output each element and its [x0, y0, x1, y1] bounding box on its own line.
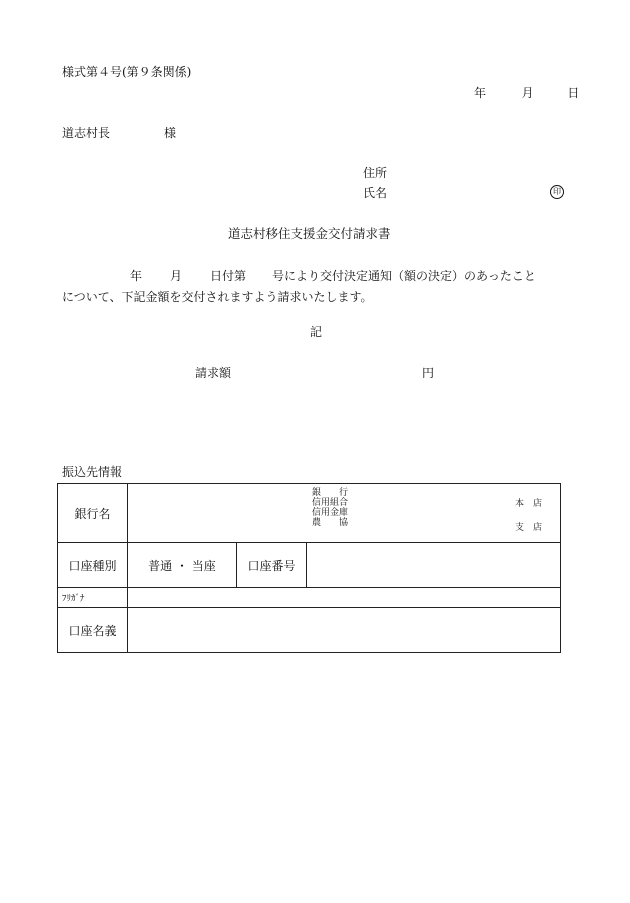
- claim-amount-label: 請求額: [195, 366, 232, 380]
- date-month: 月: [521, 86, 534, 100]
- addressee-honorific: 様: [164, 126, 177, 140]
- furigana-label: ﾌﾘｶﾞﾅ: [58, 588, 128, 608]
- bank-type-ja: 農 協: [312, 518, 349, 528]
- branch-type-list: [515, 492, 542, 540]
- body-line-2: について、下記金額を交付されますよう請求いたします。: [62, 290, 373, 304]
- bank-type-credit-union: 信用組合: [312, 498, 349, 508]
- transfer-section-title: 振込先情報: [62, 465, 123, 479]
- transfer-table: [57, 483, 561, 653]
- document-title: 道志村移住支援金交付請求書: [228, 226, 391, 241]
- bank-type-list: [312, 488, 348, 528]
- bank-type-bank: 銀 行: [312, 488, 349, 498]
- form-number: 様式第４号(第９条関係): [62, 65, 192, 79]
- bank-name-field[interactable]: [128, 484, 561, 543]
- bank-label: 銀行名: [58, 484, 128, 543]
- account-type-options[interactable]: 普通 ・ 当座: [128, 543, 237, 588]
- account-holder-field[interactable]: [128, 608, 561, 653]
- body-line1-rest: 号により交付決定通知（額の決定）のあったこと: [272, 269, 536, 283]
- bank-type-shinkin: 信用金庫: [312, 508, 349, 518]
- account-row: [58, 543, 561, 588]
- account-type-label: 口座種別: [58, 543, 128, 588]
- address-label: 住所: [363, 166, 388, 180]
- body-date-of: 日付第: [210, 269, 247, 283]
- account-number-label: 口座番号: [237, 543, 307, 588]
- ki-marker: 記: [310, 325, 323, 339]
- branch-type-main: 本 店: [515, 499, 543, 509]
- body-line-1: [62, 266, 570, 287]
- name-label: 氏名: [363, 186, 388, 200]
- furigana-field[interactable]: [128, 588, 561, 608]
- body-month: 月: [170, 269, 183, 283]
- date-line: [474, 87, 579, 99]
- addressee: [62, 127, 176, 139]
- date-day: 日: [567, 86, 580, 100]
- seal-mark: 印: [550, 185, 564, 199]
- branch-type-branch: 支 店: [515, 523, 543, 533]
- date-year: 年: [474, 86, 487, 100]
- account-number-field[interactable]: [307, 543, 561, 588]
- addressee-name: 道志村長: [62, 126, 111, 140]
- bank-row: [58, 484, 561, 543]
- body-text: [62, 266, 570, 308]
- body-year: 年: [130, 269, 143, 283]
- holder-row: [58, 608, 561, 653]
- claim-amount-unit: 円: [422, 366, 435, 380]
- furigana-row: [58, 588, 561, 608]
- account-holder-label: 口座名義: [58, 608, 128, 653]
